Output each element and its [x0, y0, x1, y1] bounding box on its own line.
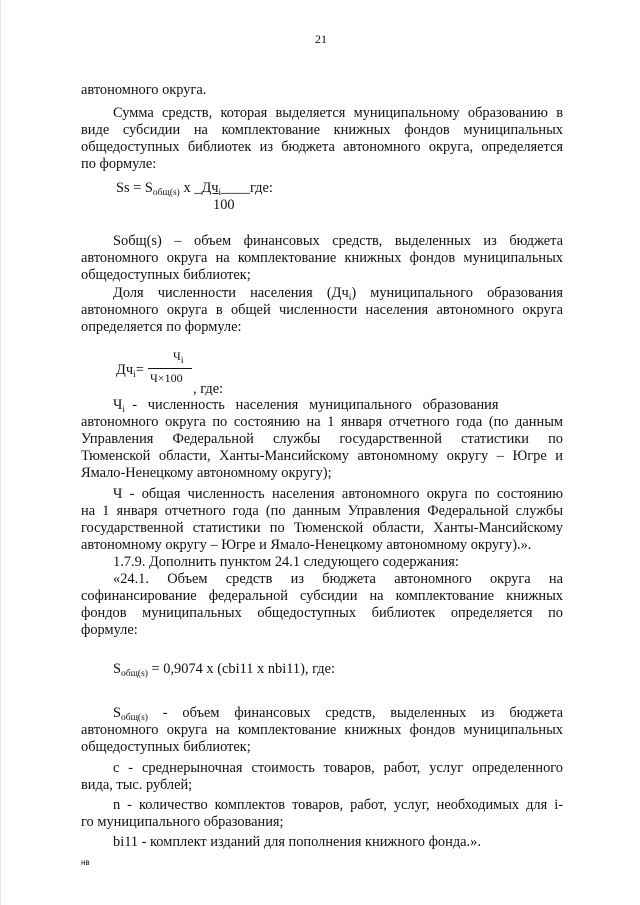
text-line: 1.7.9. Дополнить пунктом 24.1 следующего содержания:	[113, 554, 459, 570]
text-line: Ч - общая численность населения автономного округа по состоянию	[113, 486, 563, 502]
text-line: общедоступных библиотек;	[81, 739, 251, 755]
text-line: Доля численности населения $(Дч_i)$ муниципального образования	[113, 285, 563, 303]
formula-share-denominator: Ч×100	[150, 371, 183, 385]
text-line: n - количество комплектов товаров, работ, услуг, необходимых для i-	[113, 797, 563, 813]
text-line: общедоступных библиотек;	[81, 267, 251, 283]
text-line: c - среднерыночная стоимость товаров, работ, услуг определенного	[113, 760, 563, 776]
text-line: Сумма средств, которая выделяется муниципальному образованию в	[113, 105, 563, 121]
text-line: автономному округу – Югре и Ямало-Ненецкому автономному округу).».	[81, 537, 532, 553]
text-line: определяется по формуле:	[81, 319, 242, 335]
text-line: автономного округа на комплектование книжных фондов муниципальных	[81, 250, 563, 266]
text-line: Тюменской области, Ханты-Мансийскому автономному округу – Югре и	[81, 448, 563, 464]
formula-share-lhs: $Дч_i=$	[116, 362, 144, 380]
text-line: Управления Федеральной службы государственной статистики по	[81, 431, 563, 447]
text-line: го муниципального образования;	[81, 814, 284, 830]
formula-cofinancing: $S_{общ(s)} = 0,9074$ x (cbi11 x nbi11), где:	[113, 661, 335, 679]
text-line: вида, тыс. рублей;	[81, 777, 193, 793]
text-line: bi11 - комплект изданий для пополнения книжного фонда.».	[113, 834, 481, 850]
text-line: $S_{общ(s)}$ - объем финансовых средств, выделенных из бюджета	[113, 705, 563, 723]
text-line: общедоступных библиотек из бюджета автономного округа, определяется	[81, 139, 563, 155]
text-line: формуле:	[81, 622, 138, 638]
text-line: софинансирование федеральной субсидии на комплектование книжных	[81, 588, 563, 604]
text-line: по формуле:	[81, 156, 157, 172]
text-line: автономного округа в общей численности населения автономного округа	[81, 302, 563, 318]
text-line: фондов муниципальных общедоступных библиотек определяется по	[81, 605, 563, 621]
formula-subsidy-sum: $Ss = S_{общ(s)}$ x $\_Дч_i\_\_\_\_где$:	[116, 180, 273, 198]
formula-share-numerator: $Ч_i$	[173, 349, 184, 366]
text-line: виде субсидии на комплектование книжных фондов муниципальных	[81, 122, 563, 138]
footer-initials: нв	[81, 858, 90, 867]
text-line: автономного округа по состоянию на 1 января отчетного года (по данным	[81, 414, 563, 430]
text-line: на 1 января отчетного года (по данным Управления Федеральной службы	[81, 503, 563, 519]
page-number: 21	[315, 32, 327, 46]
text-line: Ямало-Ненецкому автономному округу);	[81, 465, 332, 481]
text-line: автономного округа.	[81, 82, 207, 98]
formula-subsidy-denominator: 100	[213, 197, 235, 213]
text-line: Sобщ(s) – объем финансовых средств, выделенных из бюджета	[113, 233, 563, 249]
formula-share-tail: , где:	[193, 381, 224, 397]
text-line: автономного округа на комплектование книжных фондов муниципальных	[81, 722, 563, 738]
fraction-bar	[148, 368, 192, 369]
text-line: государственной статистики по Тюменской области, Ханты-Мансийскому	[81, 520, 563, 536]
text-line: $Ч_i$ - численность населения муниципального образования	[113, 397, 499, 415]
text-line: «24.1. Объем средств из бюджета автономного округа на	[113, 571, 563, 587]
